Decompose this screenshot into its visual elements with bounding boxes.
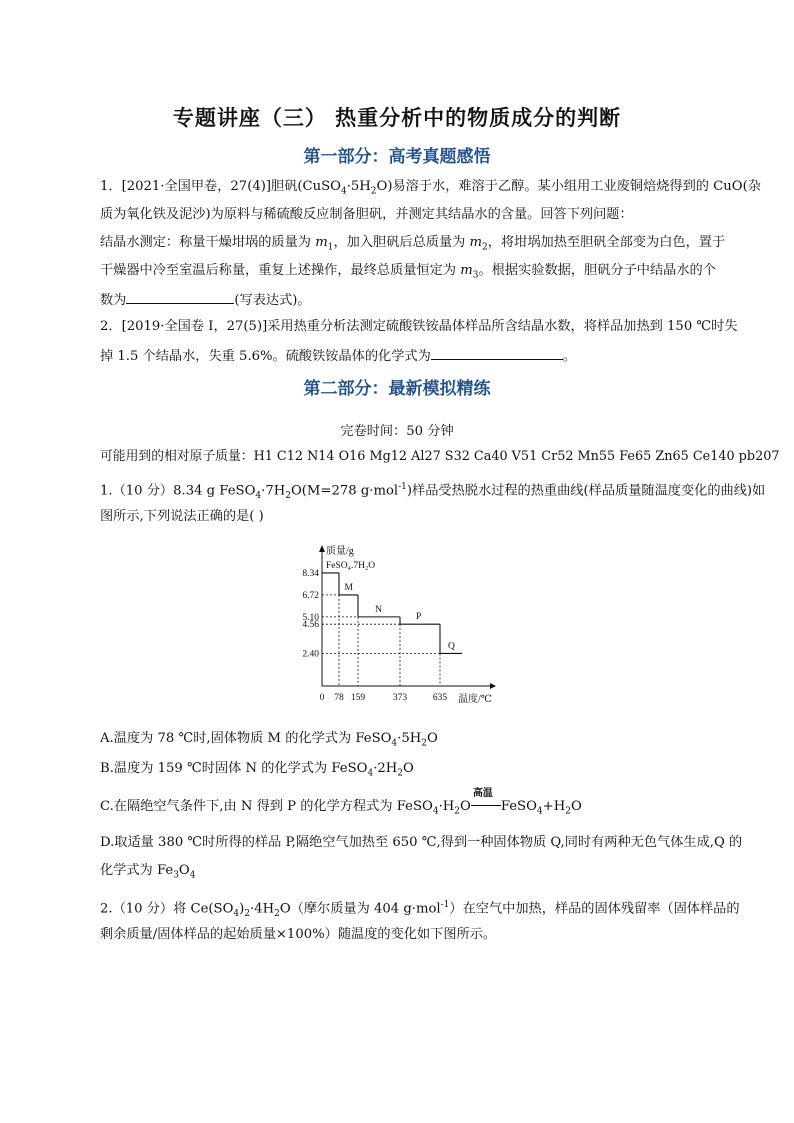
x-axis-label: 温度/℃: [458, 694, 492, 705]
step-label: P: [416, 612, 422, 623]
option-d-line-2[interactable]: 化学式为 $Fe_3O_4$: [100, 863, 196, 881]
y-axis-arrow: [319, 545, 325, 552]
step-label: N: [375, 604, 382, 615]
y-tick-label: 5.10: [302, 612, 319, 623]
option-c[interactable]: C.在隔绝空气条件下,由 N 得到 P 的化学方程式为 $FeSO_4\cdot H_2O$ 高温 $FeSO_4+H_2O$: [100, 788, 582, 817]
step-label: Q: [448, 641, 455, 652]
x-tick-label: 635: [432, 693, 448, 703]
x-tick-label: 0: [319, 693, 325, 703]
answer-blank-1[interactable]: [126, 290, 234, 304]
thermogravimetric-chart: [290, 540, 510, 710]
q2-line-2: 掉 1.5 个结晶水，失重 5.6%。硫酸铁铵晶体的化学式为 。: [100, 346, 700, 366]
exam-time: 完卷时间：50 分钟: [340, 424, 454, 439]
reaction-arrow: 高温: [471, 798, 501, 816]
atomic-masses: 可能用到的相对原子质量：H1 C12 N14 O16 Mg12 Al27 S32 Ca40 V51 Cr52 Mn55 Fe65 Zn65 Ce140 pb207: [100, 449, 780, 464]
y-axis-label: 质量/g: [326, 546, 354, 557]
section-heading-2: 第二部分：最新模拟精练: [303, 379, 491, 399]
step-label: M: [344, 582, 353, 593]
q2-line-1: 2．[2019·全国卷 I，27(5)]采用热重分析法测定硫酸铁铵晶体样品所含结晶水数，将样品加热到 150 ℃时失: [100, 319, 738, 334]
x-axis-arrow: [490, 683, 496, 689]
x-tick-label: 373: [392, 693, 408, 703]
p1-line-1: 1.（10 分）8.34 g $FeSO_4\cdot 7H_2O(M=278$ g·mol$^{-1}$)样品受热脱水过程的热重曲线(样品质量随温度变化的曲线)如: [100, 482, 766, 502]
section-heading-1: 第一部分：高考真题感悟: [303, 147, 491, 167]
x-tick-label: 78: [334, 693, 344, 703]
page-title: 专题讲座（三） 热重分析中的物质成分的判断: [172, 105, 622, 130]
p2-line-1: 2.（10 分）将 $Ce(SO_4)_2\cdot 4H_2O$（摩尔质量为 404 g·mol$^{-1}$）在空气中加热，样品的固体残留率（固体样品的: [100, 900, 740, 920]
q1-line-5: 数为 (写表达式)。: [100, 290, 700, 310]
p2-line-2: 剩余质量/固体样品的起始质量×100%）随温度的变化如下图所示。: [100, 927, 497, 942]
answer-blank-2[interactable]: [431, 346, 563, 360]
q1-line-2: 质为氧化铁及泥沙)为原料与稀硫酸反应制备胆矾，并测定其结晶水的含量。回答下列问题：: [100, 207, 633, 222]
y-tick-label: 8.34: [302, 568, 319, 579]
y-tick-label: 2.40: [302, 649, 319, 660]
q1-line-1: 1．[2021·全国甲卷，27(4)]胆矾$(CuSO_4\cdot 5H_2O)$易溶于水，难溶于乙醇。某小组用工业废铜焙烧得到的 CuO(杂: [100, 179, 761, 197]
y-tick-label: 4.56: [302, 620, 319, 631]
option-d-line-1[interactable]: D.取适量 380 ℃时所得的样品 P,隔绝空气加热至 650 ℃,得到一种固体物质 Q,同时有两种无色气体生成,Q 的: [100, 835, 743, 850]
option-a[interactable]: A.温度为 78 ℃时,固体物质 M 的化学式为 $FeSO_4\cdot 5H_2O$: [100, 731, 438, 749]
x-tick-label: 159: [350, 693, 366, 703]
p1-line-2: 图所示,下列说法正确的是( ): [100, 509, 264, 524]
q1-line-3: 结晶水测定：称量干燥坩埚的质量为 $m_1$，加入胆矾后总质量为 $m_2$，将坩埚加热至胆矾全部变为白色，置于: [100, 235, 726, 253]
step-label: FeSO₄.7H₂O: [326, 560, 376, 571]
option-b[interactable]: B.温度为 159 ℃时固体 N 的化学式为 $FeSO_4\cdot 2H_2O$: [100, 761, 414, 779]
q1-line-4: 干燥器中冷至室温后称量，重复上述操作，最终总质量恒定为 $m_3$。根据实验数据，胆矾分子中结晶水的个: [100, 263, 716, 281]
y-tick-label: 6.72: [302, 590, 319, 601]
